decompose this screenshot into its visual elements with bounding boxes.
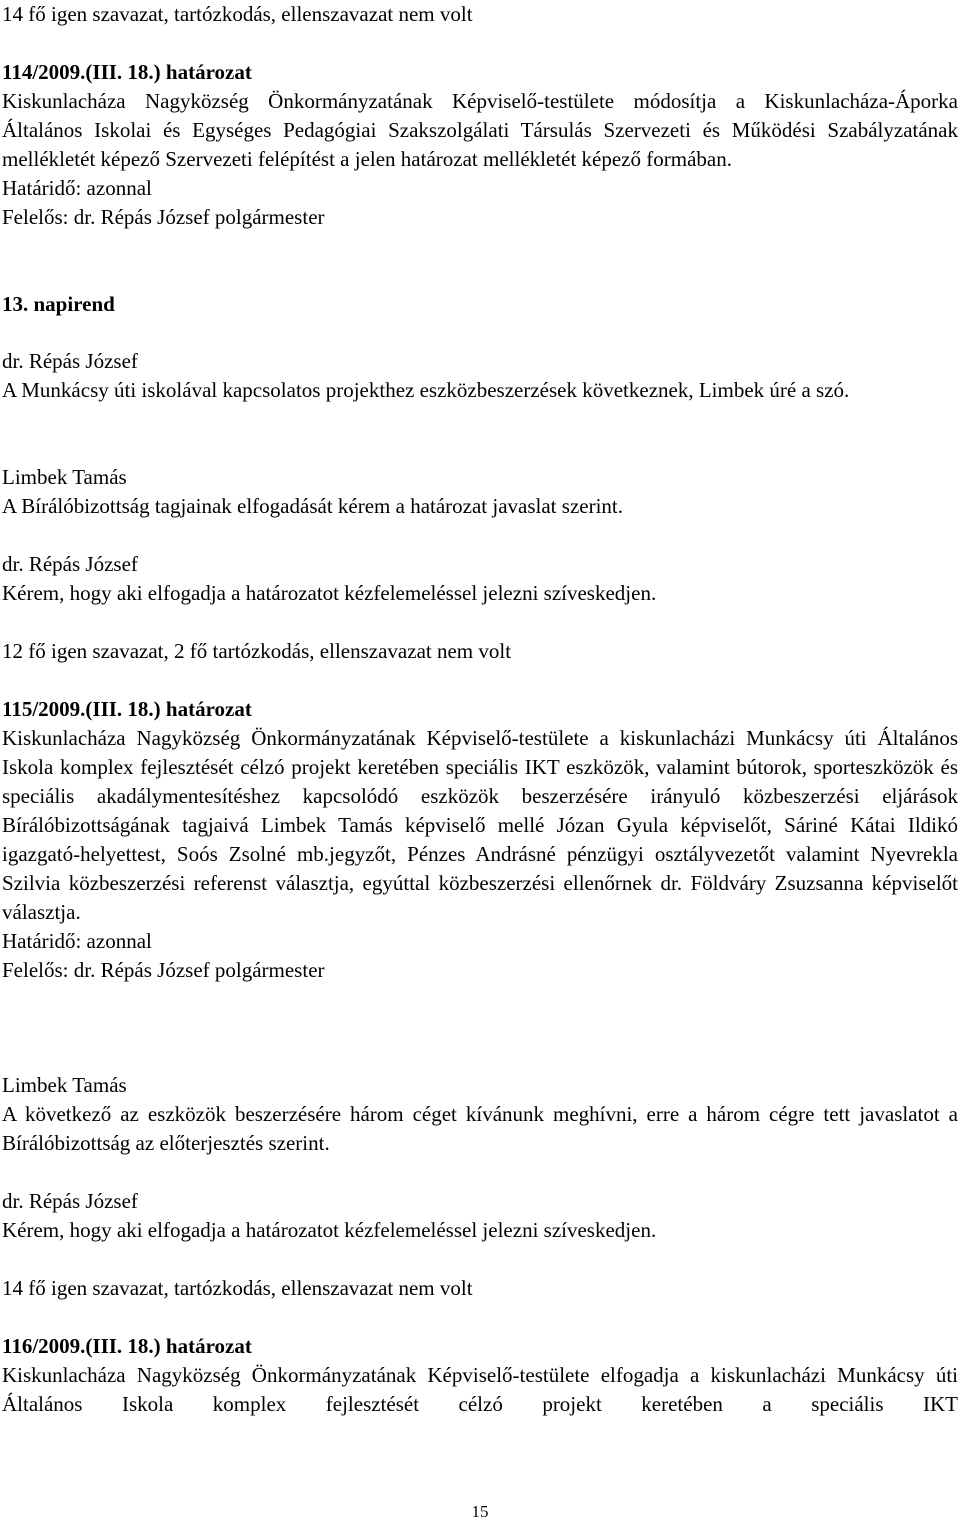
resolution-115 [2, 695, 958, 985]
speech-text: A Bírálóbizottság tagjainak elfogadását kérem a határozat javaslat szerint. [2, 494, 623, 518]
speech-block [2, 1071, 958, 1158]
vote-result: 14 fő igen szavazat, tartózkodás, ellenszavazat nem volt [2, 1276, 473, 1300]
document-page [2, 0, 958, 1524]
speech-block [2, 347, 958, 405]
speaker-name: dr. Répás József [2, 1189, 138, 1213]
speech-text: Kérem, hogy aki elfogadja a határozatot kézfelemeléssel jelezni szíveskedjen. [2, 1218, 657, 1242]
resolution-number: 116/2009.(III. 18.) határozat [2, 1334, 252, 1358]
resolution-number: 114/2009.(III. 18.) határozat [2, 60, 252, 84]
responsible: Felelős: dr. Répás József polgármester [2, 205, 325, 229]
speech-text: A Munkácsy úti iskolával kapcsolatos projekthez eszközbeszerzések következnek, Limbek úré a szó. [2, 378, 850, 402]
resolution-number: 115/2009.(III. 18.) határozat [2, 697, 252, 721]
resolution-116 [2, 1332, 958, 1419]
vote-result: 12 fő igen szavazat, 2 fő tartózkodás, ellenszavazat nem volt [2, 639, 512, 663]
deadline: Határidő: azonnal [2, 176, 152, 200]
vote-result: 14 fő igen szavazat, tartózkodás, ellenszavazat nem volt [2, 2, 473, 26]
speaker-name: dr. Répás József [2, 552, 138, 576]
agenda-item: 13. napirend [2, 292, 115, 316]
deadline: Határidő: azonnal [2, 929, 152, 953]
resolution-body: Kiskunlacháza Nagyközség Önkormányzatának Képviselő-testülete módosítja a Kiskunlacháza-Áporka Általános Iskolai és Egységes Pedagógiai Szakszolgálati Társulás Szervezeti és Működési Szabályzatának mellékletét képező Szervezeti felépítést a jelen határozat mellékletét képező formában. [2, 89, 958, 171]
resolution-body: Kiskunlacháza Nagyközség Önkormányzatának Képviselő-testülete elfogadja a kiskunlacházi Munkácsy úti Általános Iskola komplex fejlesztését célzó projekt keretében a speciális IKT [2, 1363, 958, 1416]
page-number: 15 [471, 1502, 489, 1521]
speech-block [2, 463, 958, 521]
resolution-114 [2, 58, 958, 232]
speech-text: A következő az eszközök beszerzésére három céget kívánunk meghívni, erre a három cégre tett javaslatot a Bírálóbizottság az előterjesztés szerint. [2, 1102, 958, 1155]
speech-block [2, 550, 958, 608]
resolution-body: Kiskunlacháza Nagyközség Önkormányzatának Képviselő-testülete a kiskunlacházi Munkácsy úti Általános Iskola komplex fejlesztését célzó projekt keretében speciális IKT eszközök, valamint bútorok, sporteszközök és speciális akadálymentesítéshez kapcsolódó eszközök beszerzésére irányuló közbeszerzési eljárások Bírálóbizottságának tagjaivá Limbek Tamás képviselő mellé Józan Gyula képviselőt, Sáriné Kátai Ildikó igazgató-helyettest, Soós Zsolné mb.jegyzőt, Pénzes Andrásné pénzügyi osztályvezetőt valamint Nyevrekla Szilvia közbeszerzési referenst választja, egyúttal közbeszerzési ellenőrnek dr. Földváry Zsuzsanna képviselőt választja. [2, 726, 958, 924]
speaker-name: Limbek Tamás [2, 465, 127, 489]
speech-text: Kérem, hogy aki elfogadja a határozatot kézfelemeléssel jelezni szíveskedjen. [2, 581, 657, 605]
speaker-name: dr. Répás József [2, 349, 138, 373]
responsible: Felelős: dr. Répás József polgármester [2, 958, 325, 982]
speech-block [2, 1187, 958, 1245]
speaker-name: Limbek Tamás [2, 1073, 127, 1097]
